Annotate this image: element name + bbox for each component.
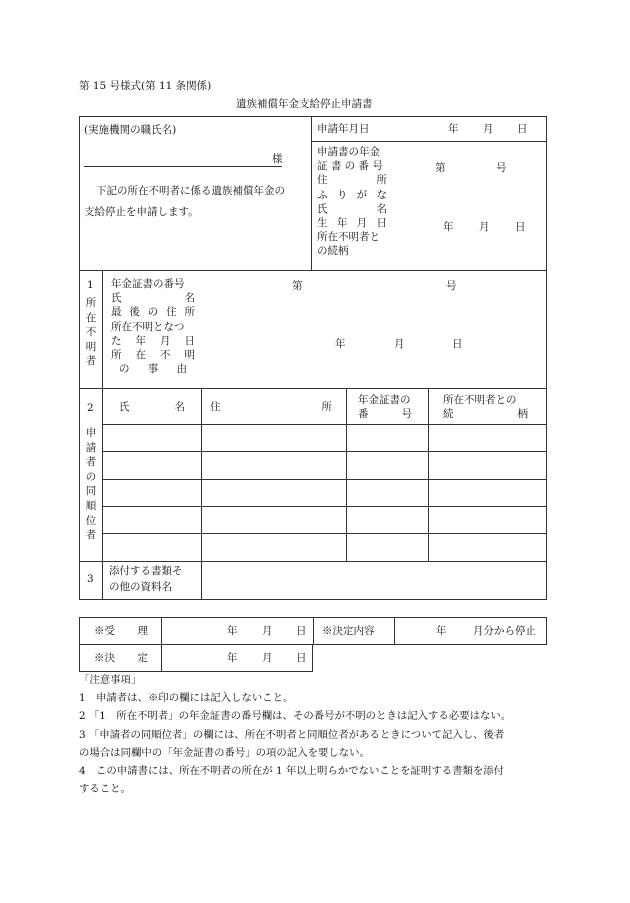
cert-number-suffix: 号 [496,162,507,174]
section2-number: 2 [87,402,94,414]
decision-text: 月分から停止 [473,625,536,637]
decided-month: 月 [262,652,273,664]
honorific: 様 [272,153,283,165]
divider [346,388,347,561]
furigana-label: ふ り が な [317,188,387,201]
received-month: 月 [262,625,273,637]
birth-month: 月 [479,221,490,233]
birthdate-label: 生 年 月 日 [317,216,387,229]
form-title: 遺族補償年金支給停止申請書 [236,98,373,110]
date-month: 月 [483,123,494,135]
col-header-pension: 年金証書の [358,394,411,406]
missing-date-label-2: た 年 月 日 [111,334,195,347]
divider [161,617,162,672]
request-text-line2: 支給停止を申請します。 [84,206,199,218]
divider [79,270,547,271]
section3-number: 3 [87,573,94,585]
section1-day: 日 [452,338,463,350]
section1-month: 月 [394,338,405,350]
divider [79,388,547,389]
attachments-label-2: の他の資料名 [109,581,172,593]
decision-year: 年 [436,625,447,637]
col-header-name: 氏 名 [119,401,185,413]
applicant-info-labels [317,145,387,259]
request-text-line1: 下記の所在不明者に係る遺族補償年金の [96,185,285,197]
divider [79,561,547,562]
birth-day: 日 [515,221,526,233]
col-header-relation: 所在不明者との [443,394,517,406]
pension-no-label: 年金証書の番号 [111,278,185,290]
decided-label: ※決 定 [94,652,148,664]
divider [311,141,547,142]
notes-heading: 「注意事項」 [79,674,142,686]
received-year: 年 [227,625,238,637]
note-item: 3 「申請者の同順位者」の欄には、所在不明者と同順位者があるときについて記入し、後者 [79,728,505,741]
received-day: 日 [296,625,307,637]
date-year: 年 [448,123,459,135]
section1-vertical-label: 所在不明者 [85,297,97,368]
cert-number-prefix: 第 [435,162,446,174]
received-label: ※受 理 [94,625,148,637]
divider [102,479,547,480]
date-day: 日 [517,123,528,135]
divider [311,116,312,270]
note-item: の場合は同欄中の「年金証書の番号」の項の記入を要しない。 [79,746,370,759]
col-header-pension-2: 番 号 [358,408,412,420]
notes [79,671,554,798]
section1-number: 1 [87,279,94,291]
divider [102,270,103,600]
missing-name-label: 氏 名 [111,292,195,305]
note-item: 1 申請者は、※印の欄には記入しないこと。 [79,692,294,705]
divider [102,506,547,507]
decision-content-label: ※決定内容 [322,625,375,637]
section2-vertical-label: 申請者の同順位者 [85,427,97,542]
missing-date-label: 所在不明となつ [111,320,185,333]
divider [201,388,202,600]
last-address-label: 最 後 の 住 所 [111,306,195,319]
divider [313,617,314,645]
reason-label: 所 在 不 明 [111,348,195,361]
relation-label-2: の続柄 [317,245,349,258]
attachments-label: 添付する書類そ [109,565,183,577]
birth-year: 年 [443,221,454,233]
reason-label-2: の 事 由 [119,363,187,376]
col-header-relation-2: 続 柄 [443,408,528,420]
form-number: 第 15 号様式(第 11 条関係) [79,80,212,92]
note-item: すること。 [79,783,131,796]
divider [102,451,547,452]
name-label: 氏 名 [317,202,387,215]
note-item: 2 「1 所在不明者」の年金証書の番号欄は、その番号が不明のときは記入する必要はない。 [79,710,512,723]
divider [102,533,547,534]
address-label: 住 所 [317,174,387,187]
divider [394,617,395,645]
divider [102,424,547,425]
section1-number-suffix: 号 [446,280,457,292]
agency-name-line [84,166,282,167]
pension-cert-label: 申請書の年金 [317,146,380,158]
section1-year: 年 [335,338,346,350]
decided-year: 年 [227,652,238,664]
section1-number-prefix: 第 [292,280,303,292]
relation-label: 所在不明者と [317,231,380,244]
decided-day: 日 [296,652,307,664]
divider [428,388,429,561]
agency-name-label: (実施機関の職氏名) [84,124,177,136]
pension-cert-label-2: 証 書 の 番 号 [317,160,383,173]
note-item: 4 この申請書には、所在不明者の所在が 1 年以上明らかでないことを証明する書類を添付 [79,765,505,778]
section1-labels [111,277,195,376]
application-date-label: 申請年月日 [317,123,370,135]
col-header-address: 住 所 [210,401,332,413]
